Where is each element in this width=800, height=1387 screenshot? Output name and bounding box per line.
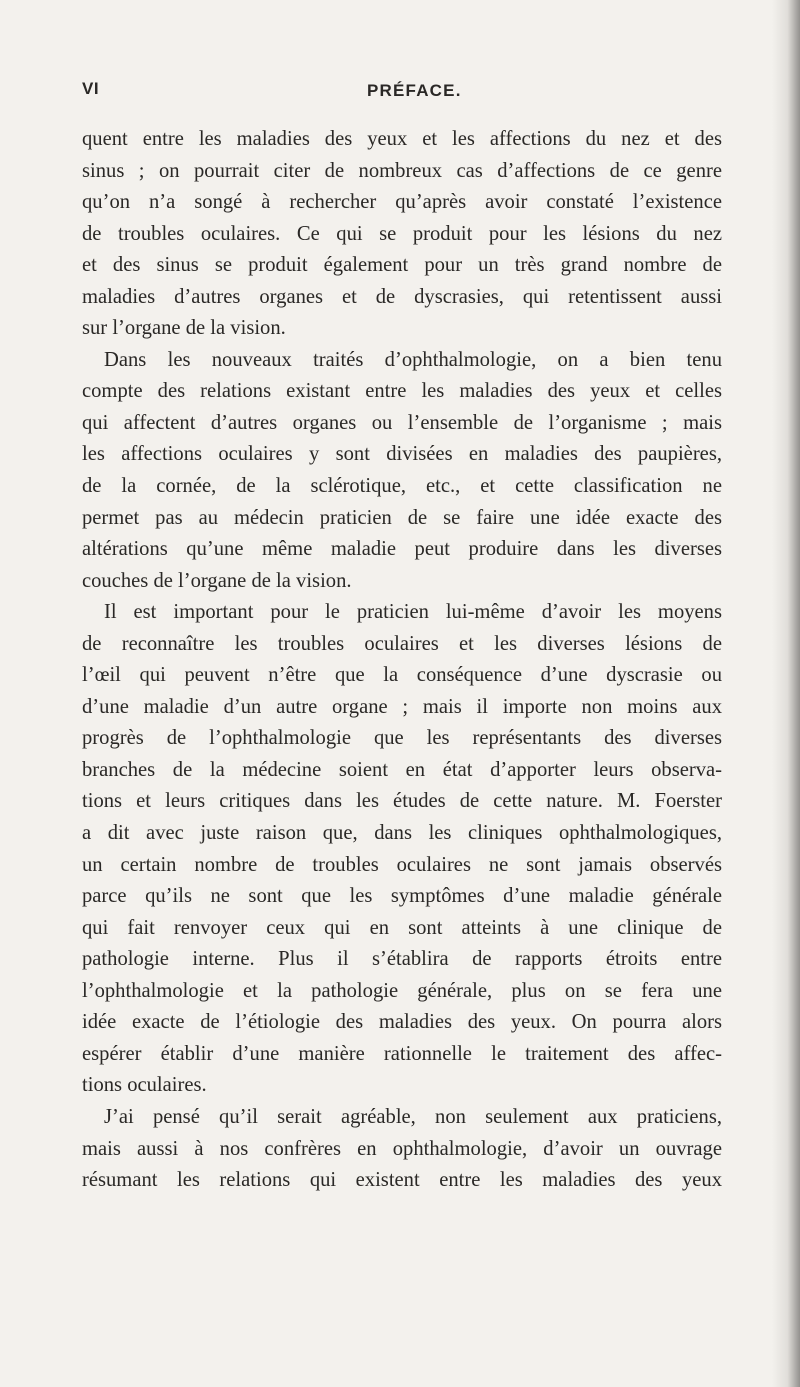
text-line: compte des relations existant entre les maladies des yeux et celles <box>82 380 722 403</box>
text-line: altérations qu’une même maladie peut produire dans les diverses <box>82 538 722 561</box>
text-line: d’une maladie d’un autre organe ; mais il importe non moins aux <box>82 695 722 718</box>
text-line: quent entre les maladies des yeux et les affections du nez et des <box>82 128 722 150</box>
text-line: tions oculaires. <box>82 1074 207 1097</box>
text-line: résumant les relations qui existent entre les maladies des yeux <box>82 1169 722 1192</box>
text-line: qui affectent d’autres organes ou l’ensemble de l’organisme ; mais <box>82 411 722 434</box>
text-line: sur l’organe de la vision. <box>82 317 286 340</box>
text-line: Il est important pour le praticien lui-même d’avoir les moyens <box>104 601 722 624</box>
text-line: tions et leurs critiques dans les études de cette nature. M. Foerster <box>82 790 722 813</box>
text-line: pathologie interne. Plus il s’établira de rapports étroits entre <box>82 948 722 971</box>
text-line: de la cornée, de la sclérotique, etc., et cette classification ne <box>82 475 722 498</box>
text-line: Dans les nouveaux traités d’ophthalmologie, on a bien tenu <box>104 348 722 371</box>
text-line: J’ai pensé qu’il serait agréable, non seulement aux praticiens, <box>104 1105 722 1128</box>
text-line: de reconnaître les troubles oculaires et les diverses lésions de <box>82 632 722 655</box>
text-line: qu’on n’a songé à rechercher qu’après avoir constaté l’existence <box>82 191 722 214</box>
body-text <box>82 124 722 1197</box>
text-line: qui fait renvoyer ceux qui en sont atteints à une clinique de <box>82 916 722 939</box>
text-line: idée exacte de l’étiologie des maladies des yeux. On pourra alors <box>82 1011 722 1034</box>
text-line: permet pas au médecin praticien de se faire une idée exacte des <box>82 506 722 529</box>
text-line: branches de la médecine soient en état d’apporter leurs observa- <box>82 758 722 781</box>
page-edge-shadow <box>772 0 800 1387</box>
text-line: parce qu’ils ne sont que les symptômes d’une maladie générale <box>82 885 722 908</box>
text-line: mais aussi à nos confrères en ophthalmologie, d’avoir un ouvrage <box>82 1137 722 1160</box>
text-line: l’ophthalmologie et la pathologie générale, plus on se fera une <box>82 979 722 1002</box>
text-line: de troubles oculaires. Ce qui se produit pour les lésions du nez <box>82 222 722 245</box>
text-line: maladies d’autres organes et de dyscrasies, qui retentissent aussi <box>82 285 722 308</box>
page-number: VI <box>82 79 100 98</box>
text-line: et des sinus se produit également pour un très grand nombre de <box>82 254 722 277</box>
page-header <box>82 79 722 109</box>
text-line: espérer établir d’une manière rationnelle le traitement des affec- <box>82 1042 722 1065</box>
text-line: couches de l’organe de la vision. <box>82 569 352 592</box>
text-line: les affections oculaires y sont divisées en maladies des paupières, <box>82 443 722 466</box>
text-line: un certain nombre de troubles oculaires ne sont jamais observés <box>82 853 722 876</box>
text-line: progrès de l’ophthalmologie que les représentants des diverses <box>82 727 722 750</box>
running-head: PRÉFACE. <box>367 81 462 100</box>
text-line: a dit avec juste raison que, dans les cliniques ophthalmologiques, <box>82 822 722 845</box>
text-line: l’œil qui peuvent n’être que la conséquence d’une dyscrasie ou <box>82 664 722 687</box>
text-line: sinus ; on pourrait citer de nombreux cas d’affections de ce genre <box>82 159 722 182</box>
